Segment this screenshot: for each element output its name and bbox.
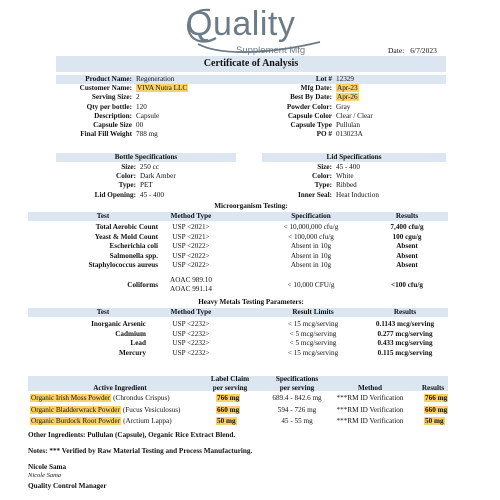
product-value bbox=[336, 84, 359, 93]
ingredient-spec: 45 - 55 mg bbox=[281, 417, 313, 425]
ingredient-name-text: Organic Irish Moss Powder bbox=[31, 394, 111, 402]
micro-test: Total Aerobic Count bbox=[95, 223, 158, 231]
metals-test: Inorganic Arsenic bbox=[91, 320, 146, 328]
micro-spec: < 100,000 cfu/g bbox=[288, 232, 334, 241]
product-value-text: Pullulan bbox=[336, 121, 360, 129]
company-logo bbox=[180, 4, 330, 58]
metals-result: 0.433 mcg/serving bbox=[377, 339, 433, 348]
other-ingredients: Other Ingredients: Pullulan (Capsule), Organic Rice Extract Blend. bbox=[28, 431, 236, 439]
micro-method: AOAC 991.14 bbox=[170, 285, 212, 293]
lid-value: 45 - 400 bbox=[336, 163, 360, 171]
micro-column-header: Test bbox=[96, 212, 110, 220]
product-value bbox=[336, 103, 350, 112]
metals-column-header: Results bbox=[393, 308, 417, 316]
metals-result: 0.277 mcg/serving bbox=[377, 329, 433, 338]
product-label: Serving Size: bbox=[91, 93, 132, 102]
product-value-text: Clear / Clear bbox=[336, 111, 373, 120]
metals-test: Mercury bbox=[118, 348, 146, 357]
ingredient-result-text: 766 mg bbox=[425, 394, 448, 402]
ingredient-method: ***RM ID Verification bbox=[336, 405, 404, 414]
bottle-value: 45 - 400 bbox=[140, 190, 164, 199]
metals-column-header: Test bbox=[96, 308, 110, 316]
metals-result: 0.115 mcg/serving bbox=[377, 348, 433, 357]
micro-method: USP <2022> bbox=[172, 261, 210, 270]
micro-column-header: Method Type bbox=[170, 212, 212, 220]
product-value-text: VIVA Nutra LLC bbox=[137, 84, 188, 93]
product-value-text: Apr-26 bbox=[337, 93, 358, 102]
product-value bbox=[136, 103, 147, 112]
product-value bbox=[336, 93, 359, 102]
product-value-text: 00 bbox=[136, 121, 144, 129]
bottle-label: Size: bbox=[121, 163, 136, 171]
method-header: Method bbox=[358, 384, 382, 392]
ingredient-name bbox=[30, 417, 172, 426]
product-value-text: 12329 bbox=[336, 75, 354, 83]
product-value-text: 120 bbox=[136, 102, 147, 111]
product-value bbox=[336, 75, 354, 84]
product-label: Lot # bbox=[315, 75, 332, 83]
report-date bbox=[388, 46, 437, 55]
micro-result: <100 cfu/g bbox=[391, 281, 423, 289]
product-value-text: Regeneration bbox=[136, 75, 175, 83]
micro-test: Coliforms bbox=[127, 281, 158, 289]
ingredient-latin: (Chrondus Crispus) bbox=[113, 394, 170, 402]
product-label: Customer Name: bbox=[79, 84, 132, 93]
bottle-value: PET bbox=[140, 181, 153, 190]
micro-test: Salmonella spp. bbox=[109, 251, 158, 260]
micro-column-header: Specification bbox=[291, 212, 331, 220]
signature: Nicole Sama bbox=[28, 472, 62, 479]
metals-spec: < 15 mcg/serving bbox=[287, 348, 339, 357]
product-value bbox=[136, 93, 140, 102]
micro-column-header: Results bbox=[395, 212, 419, 220]
product-label: Final Fill Weight bbox=[80, 130, 132, 139]
ingredient-result-text: 50 mg bbox=[425, 417, 444, 425]
metals-result: 0.1143 mcg/serving bbox=[375, 320, 435, 328]
ingredient-name-text: Organic Burdock Root Powder bbox=[31, 417, 121, 425]
metals-column-header: Method Type bbox=[170, 308, 212, 316]
product-value bbox=[336, 121, 360, 130]
micro-method: USP <2021> bbox=[172, 223, 210, 231]
lid-specs-header: Lid Specifications bbox=[262, 153, 446, 162]
metals-method: USP <2232> bbox=[172, 320, 210, 328]
product-label: Mfg Date: bbox=[300, 84, 332, 93]
date-value: 6/7/2023 bbox=[410, 46, 437, 55]
lid-value: White bbox=[336, 172, 354, 181]
product-label: Capsule Size bbox=[93, 121, 132, 129]
micro-method: USP <2022> bbox=[172, 251, 210, 260]
ingredient-result bbox=[424, 417, 445, 426]
ingredient-spec: 594 - 726 mg bbox=[277, 405, 317, 414]
results-header: Results bbox=[421, 384, 445, 392]
ingredient-claim bbox=[216, 394, 240, 403]
logo-word: Quality bbox=[186, 5, 296, 43]
product-label: Description: bbox=[94, 111, 132, 120]
claim-header: Label Claim bbox=[210, 375, 250, 383]
product-value bbox=[136, 112, 159, 121]
lid-value: Ribbed bbox=[336, 181, 357, 190]
ingredient-method: ***RM ID Verification bbox=[336, 417, 404, 425]
product-value-text: Capsule bbox=[136, 111, 160, 120]
metals-method: USP <2232> bbox=[172, 339, 210, 348]
bottle-label: Lid Opening: bbox=[94, 190, 136, 199]
metals-method: USP <2232> bbox=[172, 329, 210, 338]
ingredient-result bbox=[424, 394, 448, 403]
notes: Notes: *** Verified by Raw Material Testing and Process Manufacturing. bbox=[28, 447, 253, 455]
document-title: Certificate of Analysis bbox=[56, 56, 446, 72]
micro-result: Absent bbox=[396, 251, 418, 260]
spec-header: Specifications bbox=[275, 375, 319, 383]
micro-result: 100 cgu/g bbox=[392, 232, 422, 241]
ingredient-latin: (Arctium Lappa) bbox=[123, 417, 172, 425]
micro-test: Yeast & Mold Count bbox=[94, 232, 158, 241]
product-label: Powder Color: bbox=[286, 102, 332, 111]
ingredient-spec: 689.4 - 842.6 mg bbox=[272, 394, 322, 402]
micro-result: 7,400 cfu/g bbox=[390, 223, 424, 231]
signer-title: Quality Control Manager bbox=[28, 482, 107, 490]
micro-method: AOAC 989.10 bbox=[170, 276, 212, 284]
micro-test: Staphylococcus aureus bbox=[88, 261, 158, 270]
ingredient-result bbox=[424, 406, 448, 415]
bottle-specs-header: Bottle Specifications bbox=[56, 153, 236, 162]
product-value-text: 013023A bbox=[336, 130, 363, 139]
active-header: Active Ingredient bbox=[93, 384, 147, 392]
bottle-value: Dark Amber bbox=[140, 172, 176, 181]
metals-test: Lead bbox=[130, 339, 146, 348]
ingredient-method: ***RM ID Verification bbox=[336, 394, 404, 402]
lid-value: Heat Induction bbox=[336, 190, 379, 199]
micro-test: Escherichia coli bbox=[109, 242, 158, 251]
product-value bbox=[136, 121, 143, 130]
metals-test: Cadmium bbox=[115, 329, 146, 338]
claim-header-2: per serving bbox=[212, 384, 248, 392]
micro-spec: < 10,000,000 cfu/g bbox=[283, 223, 339, 231]
product-value bbox=[136, 130, 158, 139]
micro-title: Microorganism Testing: bbox=[214, 202, 288, 210]
bottle-label: Type: bbox=[118, 181, 136, 190]
ingredient-latin: (Fucus Vesiculosus) bbox=[122, 405, 181, 414]
micro-spec: Absent in 10g bbox=[290, 261, 332, 270]
bottle-label: Color: bbox=[116, 172, 136, 181]
micro-spec: < 10,000 CFU/g bbox=[287, 281, 335, 289]
product-value bbox=[136, 75, 174, 84]
metals-spec: < 15 mcg/serving bbox=[287, 320, 339, 328]
metals-title: Heavy Metals Testing Parameters: bbox=[198, 298, 304, 306]
micro-spec: Absent in 10g bbox=[290, 251, 332, 260]
product-label: Qty per bottle: bbox=[86, 102, 132, 111]
lid-label: Type: bbox=[314, 181, 332, 190]
micro-spec: Absent in 10g bbox=[290, 242, 332, 251]
metals-method: USP <2232> bbox=[172, 348, 210, 357]
ingredient-result-text: 660 mg bbox=[425, 405, 448, 414]
lid-label: Size: bbox=[317, 163, 332, 171]
ingredient-name-text: Organic Bladderwrack Powder bbox=[31, 405, 120, 414]
ingredient-name bbox=[30, 406, 180, 415]
ingredient-claim-text: 50 mg bbox=[217, 417, 236, 425]
micro-method: USP <2021> bbox=[172, 232, 210, 241]
date-label: Date: bbox=[388, 46, 405, 55]
product-value-text: 788 mg bbox=[136, 130, 158, 139]
lid-label: Color: bbox=[312, 172, 332, 181]
ingredient-name bbox=[30, 394, 170, 403]
ingredient-claim bbox=[216, 417, 237, 426]
product-value-text: Gray bbox=[336, 102, 351, 111]
metals-column-header: Result Limits bbox=[292, 308, 334, 316]
lid-label: Inner Seal: bbox=[297, 190, 332, 199]
product-value bbox=[336, 112, 373, 121]
product-label: Best By Date: bbox=[290, 93, 332, 102]
signer-name: Nicole Sama bbox=[28, 463, 67, 471]
product-value-text: 2 bbox=[136, 93, 140, 102]
product-label: Capsule Color bbox=[287, 111, 332, 120]
logo-subtitle: Supplement Mfg bbox=[236, 45, 306, 56]
metals-spec: < 5 mcg/serving bbox=[289, 329, 337, 338]
spec-header-2: per serving bbox=[279, 384, 315, 392]
product-value bbox=[136, 84, 188, 93]
product-label: PO # bbox=[316, 130, 332, 139]
ingredient-claim-text: 660 mg bbox=[217, 405, 240, 414]
product-label: Capsule Type bbox=[290, 121, 332, 129]
product-label: Product Name: bbox=[85, 75, 132, 83]
product-value-text: Apr-23 bbox=[337, 84, 358, 93]
metals-spec: < 5 mcg/serving bbox=[289, 339, 337, 348]
ingredient-claim-text: 766 mg bbox=[217, 394, 240, 402]
ingredient-claim bbox=[216, 406, 240, 415]
micro-result: Absent bbox=[396, 242, 418, 251]
product-value bbox=[336, 130, 363, 139]
micro-method: USP <2022> bbox=[172, 242, 210, 251]
bottle-value: 250 cc bbox=[140, 163, 159, 171]
micro-result: Absent bbox=[396, 261, 418, 270]
